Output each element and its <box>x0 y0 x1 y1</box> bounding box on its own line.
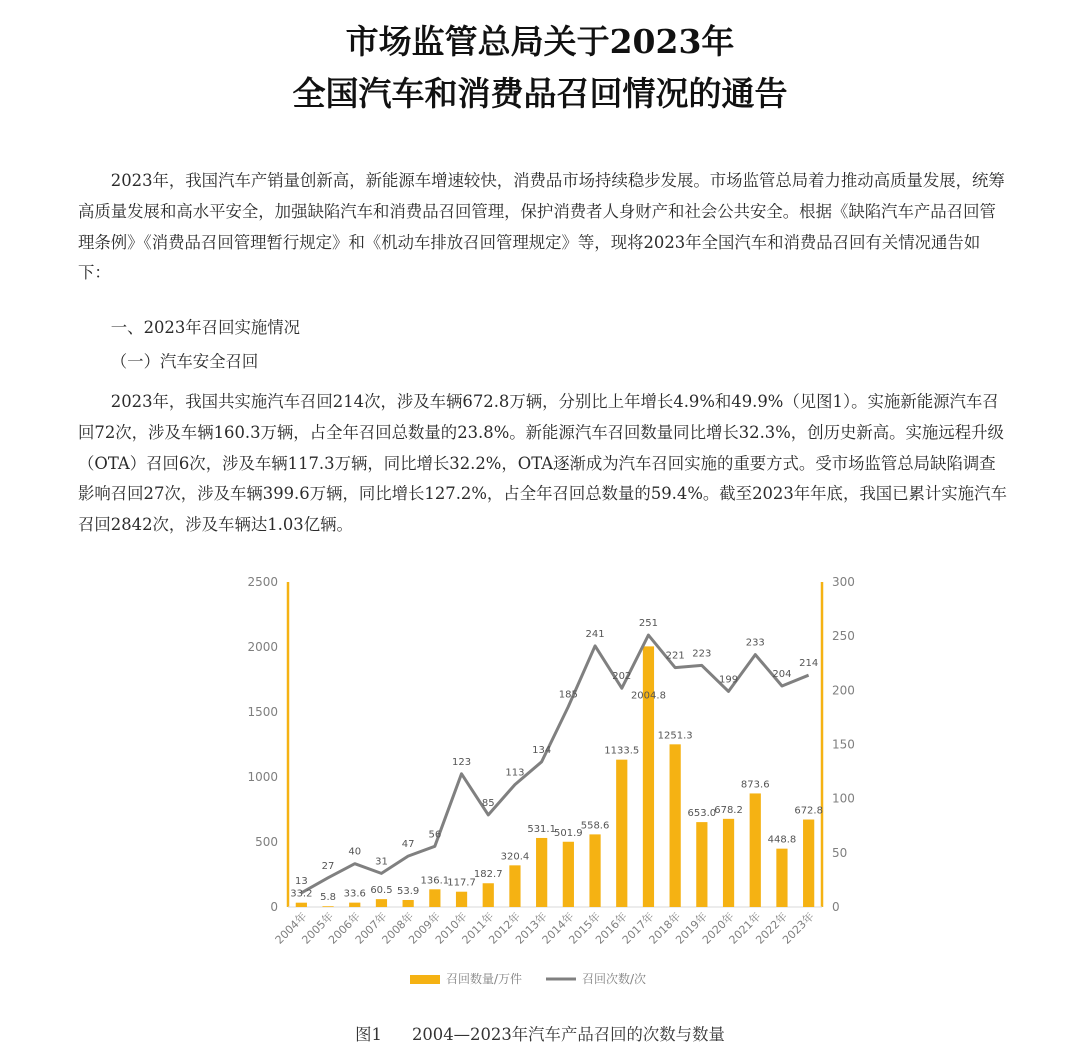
bar <box>750 793 761 907</box>
bar-value-label: 558.6 <box>580 820 610 832</box>
bar-value-label: 182.7 <box>473 869 503 881</box>
legend-bar-swatch <box>410 975 440 984</box>
x-tick-label: 2018年 <box>646 909 684 947</box>
line-value-label: 233 <box>745 637 765 649</box>
x-tick-label: 2020年 <box>699 909 737 947</box>
legend-line-label: 召回次数/次 <box>582 972 647 986</box>
x-tick-label: 2010年 <box>432 909 470 947</box>
right-tick-label: 300 <box>832 575 855 589</box>
bar-value-label: 136.1 <box>420 875 450 887</box>
x-tick-label: 2014年 <box>539 909 577 947</box>
figure-caption: 2004—2023年汽车产品召回的次数与数量 <box>411 1025 725 1044</box>
body-paragraph: 2023年，我国共实施汽车召回214次，涉及车辆672.8万辆，分别比上年增长4.9%和49.9%（见图1）。实施新能源汽车召回72次，涉及车辆160.3万辆，占全年召回总数量的23.8%。新能源汽车召回数量同比增长32.3%，创历史新高。实施远程升级（OTA）召回6次，涉及车辆117.3万辆，同比增长32.2%，OTA逐渐成为汽车召回实施的重要方式。受市场监管总局缺陷调查影响召回27次，涉及车辆399.6万辆，同比增长127.2%，占全年召回总数量的59.4%。截至2023年年底，我国已累计实施汽车召回2842次，涉及车辆达1.03亿辆。 <box>78 392 1007 535</box>
x-tick-label: 2016年 <box>593 909 630 947</box>
bar <box>349 903 360 907</box>
left-tick-label: 2000 <box>247 640 278 654</box>
bar-value-label: 653.0 <box>687 808 717 820</box>
bar-value-label: 501.9 <box>554 827 583 839</box>
bar <box>456 892 467 907</box>
bar <box>509 865 520 907</box>
bar-value-label: 678.2 <box>714 804 743 816</box>
line-value-label: 221 <box>665 650 685 662</box>
bar <box>776 849 787 907</box>
line-value-label: 204 <box>772 669 792 680</box>
line-value-label: 185 <box>558 689 578 701</box>
line-value-label: 56 <box>428 829 442 841</box>
line-value-label: 40 <box>348 846 362 858</box>
x-tick-label: 2004年 <box>272 909 310 947</box>
bar <box>723 819 734 907</box>
bar <box>589 834 600 907</box>
bar-value-label: 2004.8 <box>630 690 666 702</box>
bar <box>536 838 547 907</box>
figure-caption-row <box>0 1021 1080 1045</box>
document-title-line1: 市场监管总局关于2023年 <box>345 22 735 61</box>
figure-label: 图1 <box>355 1025 382 1044</box>
line-value-label: 202 <box>612 671 632 683</box>
x-tick-label: 2007年 <box>352 909 390 947</box>
line-value-label: 134 <box>532 744 552 756</box>
document-title-line2: 全国汽车和消费品召回情况的通告 <box>292 74 788 113</box>
line-value-label: 223 <box>692 648 712 660</box>
line-value-label: 27 <box>321 860 335 872</box>
bar-value-label: 33.6 <box>343 888 366 900</box>
right-tick-label: 0 <box>832 900 840 914</box>
left-tick-label: 500 <box>255 835 278 849</box>
line-value-label: 251 <box>638 618 658 630</box>
x-tick-label: 2013年 <box>513 909 550 947</box>
bar-value-label: 672.8 <box>794 805 823 817</box>
bar-value-label: 873.6 <box>740 779 770 791</box>
left-tick-label: 1500 <box>247 705 278 719</box>
bar-value-label: 531.1 <box>527 823 556 835</box>
line-value-label: 123 <box>452 756 472 768</box>
right-tick-label: 150 <box>832 737 855 752</box>
bar-value-label: 1251.3 <box>657 730 693 742</box>
bar <box>483 883 494 907</box>
x-tick-label: 2021年 <box>726 909 764 947</box>
bar <box>563 842 574 907</box>
right-tick-label: 250 <box>832 629 855 644</box>
line-value-label: 13 <box>294 875 308 887</box>
subsection-heading: （一）汽车安全召回 <box>110 352 259 371</box>
x-tick-label: 2023年 <box>780 909 817 947</box>
recall-chart <box>210 566 890 996</box>
left-tick-label: 2500 <box>247 575 278 589</box>
right-tick-label: 200 <box>832 683 855 698</box>
x-tick-label: 2022年 <box>753 909 791 947</box>
line-value-label: 113 <box>505 767 525 779</box>
left-tick-label: 1000 <box>247 770 278 784</box>
bar-value-label: 60.5 <box>370 885 393 897</box>
bar <box>643 646 654 907</box>
bar-value-label: 320.4 <box>500 851 530 863</box>
x-tick-label: 2009年 <box>406 909 443 947</box>
bar <box>429 889 440 907</box>
bar-value-label: 1133.5 <box>604 745 640 757</box>
line-value-label: 47 <box>401 839 415 851</box>
bar-value-label: 33.2 <box>290 888 313 900</box>
section-heading: 一、2023年召回实施情况 <box>110 318 301 337</box>
bar <box>376 899 387 907</box>
x-tick-label: 2015年 <box>566 909 604 947</box>
line-value-label: 241 <box>585 628 605 640</box>
bar <box>670 744 681 907</box>
left-tick-label: 0 <box>270 900 278 914</box>
x-tick-label: 2006年 <box>326 909 363 947</box>
x-tick-label: 2008年 <box>379 909 417 947</box>
x-tick-label: 2019年 <box>673 909 710 947</box>
x-tick-label: 2017年 <box>619 909 657 947</box>
x-tick-label: 2012年 <box>486 909 524 947</box>
bar-value-label: 448.8 <box>767 834 797 846</box>
right-tick-label: 50 <box>832 845 848 860</box>
recall-chart-svg <box>210 566 890 996</box>
line-value-label: 31 <box>375 856 388 868</box>
bar <box>322 906 333 907</box>
x-tick-label: 2011年 <box>459 909 497 947</box>
line-value-label: 214 <box>799 658 819 670</box>
bar-value-label: 117.7 <box>447 877 476 889</box>
line-value-label: 199 <box>719 674 739 686</box>
intro-paragraph: 2023年，我国汽车产销量创新高，新能源车增速较快，消费品市场持续稳步发展。市场监管总局着力推动高质量发展，统筹高质量发展和高水平安全，加强缺陷汽车和消费品召回管理，保护消费者人身财产和社会公共安全。根据《缺陷汽车产品召回管理条例》《消费品召回管理暂行规定》和《机动车排放召回管理规定》等，现将2023年全国汽车和消费品召回有关情况通告如下： <box>78 171 1005 283</box>
legend-bar-label: 召回数量/万件 <box>446 972 523 986</box>
bar-value-label: 53.9 <box>397 885 420 897</box>
right-tick-label: 100 <box>832 791 855 806</box>
bar <box>803 820 814 907</box>
bar <box>696 822 707 907</box>
bar <box>403 900 414 907</box>
bar <box>296 903 307 907</box>
x-tick-label: 2005年 <box>299 909 337 947</box>
line-value-label: 85 <box>481 797 495 809</box>
bar <box>616 760 627 907</box>
bar-value-label: 5.8 <box>320 892 337 904</box>
